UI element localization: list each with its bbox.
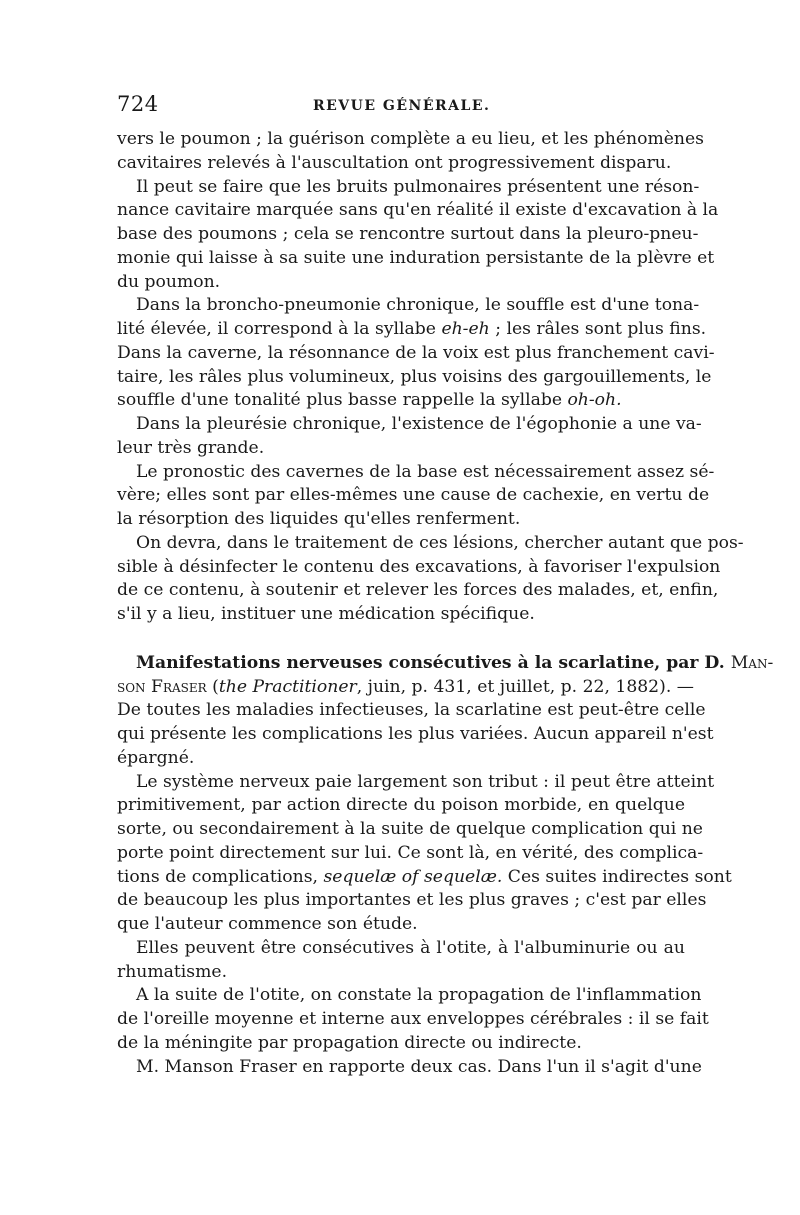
text-line: leur très grande. (117, 437, 265, 458)
text-line: base des poumons ; cela se rencontre surtout dans la pleuro-pneu- (117, 224, 699, 244)
text-line: porte point directement sur lui. Ce sont là, en vérité, des complica- (117, 842, 704, 863)
text-line (117, 676, 694, 700)
text-line: épargné. (117, 747, 195, 768)
syllable-italic: oh-oh. (567, 390, 622, 411)
text-segment: , juin, p. 431, et juillet, p. 22, 1882). — (356, 676, 694, 697)
running-head (117, 92, 685, 122)
text-line: de beaucoup les plus importantes et les plus graves ; c'est par elles (117, 890, 707, 911)
text-line (117, 866, 732, 890)
section-gap (117, 627, 685, 652)
text-line: M. Manson Fraser en rapporte deux cas. Dans l'un il s'agit d'une (136, 1056, 702, 1077)
text-line: de ce contenu, à soutenir et relever les forces des malades, et, enfin, (117, 580, 719, 601)
author-name: son Fraser (117, 676, 207, 697)
text-line: Le pronostic des cavernes de la base est nécessairement assez sé- (136, 461, 715, 482)
body-text (117, 128, 774, 1079)
text-line: sorte, ou secondairement à la suite de quelque complication qui ne (117, 819, 703, 839)
text-line: monie qui laisse à sa suite une induration persistante de la plèvre et (117, 247, 715, 268)
text-line: du poumon. (117, 271, 221, 292)
text-line: que l'auteur commence son étude. (117, 914, 418, 934)
text-line: s'il y a lieu, instituer une médication spécifique. (117, 604, 535, 624)
text-line: de la méningite par propagation directe ou indirecte. (117, 1032, 582, 1053)
author-name: Man- (730, 652, 774, 673)
text-line: A la suite de l'otite, on constate la propagation de l'inflammation (136, 985, 702, 1006)
text-line: vère; elles sont par elles-mêmes une cause de cachexie, en vertu de (117, 485, 710, 506)
text-line: rhumatisme. (117, 961, 228, 982)
text-line: de l'oreille moyenne et interne aux enveloppes cérébrales : il se fait (117, 1009, 709, 1029)
text-segment: tions de complications, (117, 866, 324, 887)
text-line: primitivement, par action directe du poison morbide, en quelque (117, 795, 685, 816)
text-line: qui présente les complications les plus variées. Aucun appareil n'est (117, 724, 714, 744)
article-title: Manifestations nerveuses consécutives à la scarlatine, par D. (136, 652, 731, 673)
text-segment: souffle d'une tonalité plus basse rappelle la syllabe (117, 390, 568, 411)
text-line: Il peut se faire que les bruits pulmonaires présentent une réson- (136, 176, 700, 197)
text-line: Le système nerveux paie largement son tribut : il peut être atteint (136, 771, 715, 792)
text-line: Dans la pleurésie chronique, l'existence de l'égophonie a une va- (136, 414, 702, 434)
text-line (117, 389, 685, 413)
journal-source: the Practitioner (218, 676, 357, 697)
text-segment: ( (206, 676, 219, 697)
text-line: sible à désinfecter le contenu des excavations, à favoriser l'expulsion (117, 556, 721, 577)
text-segment: lité élevée, il correspond à la syllabe (117, 319, 442, 339)
text-line: nance cavitaire marquée sans qu'en réalité il existe d'excavation à la (117, 200, 719, 221)
journal-title: REVUE GÉNÉRALE. (313, 98, 491, 114)
article-heading-line (117, 652, 774, 676)
text-line: Elles peuvent être consécutives à l'otite, à l'albuminurie ou au (136, 937, 685, 958)
text-line (117, 318, 707, 342)
text-line: On devra, dans le traitement de ces lésions, chercher autant que pos- (136, 532, 744, 553)
text-line: Dans la broncho-pneumonie chronique, le souffle est d'une tona- (136, 295, 700, 316)
syllable-italic: eh-eh (441, 319, 490, 339)
text-line: taire, les râles plus volumineux, plus voisins des gargouillements, le (117, 366, 712, 387)
text-line: Dans la caverne, la résonnance de la voix est plus franchement cavi- (117, 342, 715, 363)
text-segment: ; les râles sont plus fins. (489, 319, 707, 339)
text-line: De toutes les maladies infectieuses, la scarlatine est peut-être celle (117, 700, 706, 721)
latin-phrase: sequelæ of sequelæ. (323, 866, 503, 887)
text-line: cavitaires relevés à l'auscultation ont progressivement disparu. (117, 152, 672, 173)
text-line: vers le poumon ; la guérison complète a eu lieu, et les phénomènes (117, 129, 704, 149)
text-line: la résorption des liquides qu'elles renferment. (117, 509, 521, 529)
page-number: 724 (117, 92, 159, 116)
text-segment: Ces suites indirectes sont (502, 866, 732, 887)
